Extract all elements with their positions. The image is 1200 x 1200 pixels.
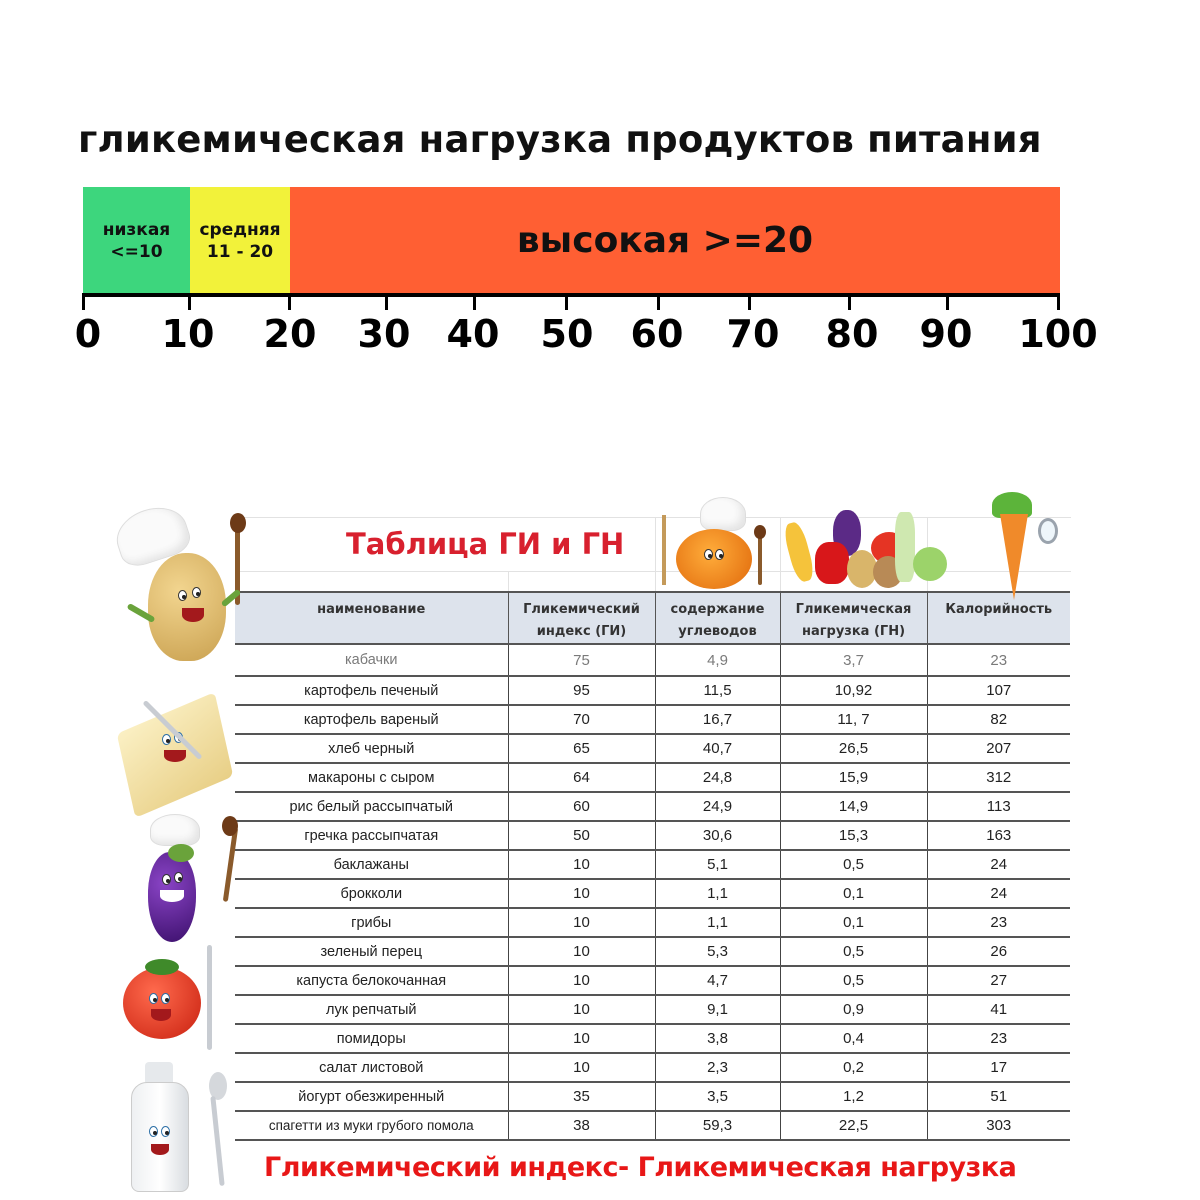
cell-gi: 10 bbox=[508, 937, 655, 966]
eggplant-chef-icon bbox=[120, 812, 250, 947]
tick-mark bbox=[946, 296, 949, 310]
cell-calories: 303 bbox=[927, 1111, 1070, 1140]
cell-carbs: 4,9 bbox=[655, 644, 780, 676]
table-row bbox=[235, 1111, 1070, 1140]
cell-calories: 107 bbox=[927, 676, 1070, 705]
eye-icon bbox=[178, 590, 187, 601]
segment-low-label: низкая bbox=[102, 219, 171, 240]
cell-name: грибы bbox=[235, 908, 508, 937]
eye-icon bbox=[162, 734, 171, 745]
cell-gi: 10 bbox=[508, 1053, 655, 1082]
cell-gl: 0,9 bbox=[780, 995, 927, 1024]
cell-name: салат листовой bbox=[235, 1053, 508, 1082]
table-row bbox=[235, 995, 1070, 1024]
cell-gl: 0,5 bbox=[780, 937, 927, 966]
eye-icon bbox=[161, 1126, 170, 1137]
cell-calories: 113 bbox=[927, 792, 1070, 821]
cell-gi: 10 bbox=[508, 879, 655, 908]
tick-mark bbox=[848, 296, 851, 310]
cell-carbs: 3,8 bbox=[655, 1024, 780, 1053]
potato-body bbox=[148, 553, 226, 661]
cell-calories: 17 bbox=[927, 1053, 1070, 1082]
cell-gi: 10 bbox=[508, 995, 655, 1024]
cell-calories: 23 bbox=[927, 644, 1070, 676]
segment-medium bbox=[190, 187, 290, 294]
footer-caption: Гликемический индекс- Гликемическая нагрузка bbox=[264, 1152, 1017, 1183]
tick-label: 30 bbox=[357, 312, 411, 356]
tick-mark bbox=[188, 296, 191, 310]
cell-gl: 15,3 bbox=[780, 821, 927, 850]
eye-icon bbox=[161, 993, 170, 1004]
tick-label: 100 bbox=[1018, 312, 1098, 356]
header-gi bbox=[508, 592, 655, 644]
cell-carbs: 40,7 bbox=[655, 734, 780, 763]
tick-mark bbox=[82, 296, 85, 310]
cell-carbs: 3,5 bbox=[655, 1082, 780, 1111]
mouth-icon bbox=[164, 750, 186, 762]
cell-gi: 35 bbox=[508, 1082, 655, 1111]
tomato-with-fork-icon bbox=[115, 945, 235, 1055]
cell-gi: 10 bbox=[508, 1024, 655, 1053]
carrot-with-magnifier-icon bbox=[980, 492, 1065, 602]
cell-gl: 0,1 bbox=[780, 879, 927, 908]
table-row bbox=[235, 1053, 1070, 1082]
cell-calories: 26 bbox=[927, 937, 1070, 966]
tick-mark bbox=[657, 296, 660, 310]
eye-icon bbox=[192, 587, 201, 598]
cell-gl: 15,9 bbox=[780, 763, 927, 792]
spoon-handle bbox=[223, 827, 238, 902]
cell-calories: 312 bbox=[927, 763, 1070, 792]
tick-mark bbox=[748, 296, 751, 310]
header-gl-line2: нагрузка (ГН) bbox=[801, 624, 906, 639]
segment-low bbox=[83, 187, 190, 294]
spoon-handle bbox=[758, 535, 762, 585]
tick-label: 40 bbox=[446, 312, 500, 356]
cell-carbs: 2,3 bbox=[655, 1053, 780, 1082]
tick-label: 0 bbox=[74, 312, 102, 356]
cell-gi: 70 bbox=[508, 705, 655, 734]
cell-carbs: 1,1 bbox=[655, 879, 780, 908]
cell-gi: 10 bbox=[508, 908, 655, 937]
tick-label: 60 bbox=[630, 312, 684, 356]
cell-gi: 10 bbox=[508, 850, 655, 879]
sheet-grid-line bbox=[780, 517, 781, 591]
milk-bottle-with-spoon-icon bbox=[105, 1062, 245, 1197]
cell-carbs: 59,3 bbox=[655, 1111, 780, 1140]
cell-name: капуста белокочанная bbox=[235, 966, 508, 995]
cheese-with-fork-icon bbox=[100, 670, 250, 815]
table-row bbox=[235, 792, 1070, 821]
cell-calories: 163 bbox=[927, 821, 1070, 850]
segment-medium-range: 11 - 20 bbox=[206, 241, 274, 262]
spoon-handle bbox=[210, 1096, 224, 1186]
tick-label: 10 bbox=[161, 312, 215, 356]
cell-calories: 51 bbox=[927, 1082, 1070, 1111]
sheet-grid-line bbox=[655, 517, 656, 591]
cell-gl: 11, 7 bbox=[780, 705, 927, 734]
cell-carbs: 24,9 bbox=[655, 792, 780, 821]
segment-high-label: высокая >=20 bbox=[516, 220, 814, 261]
cell-gl: 1,2 bbox=[780, 1082, 927, 1111]
cell-gi: 64 bbox=[508, 763, 655, 792]
cell-name: хлеб черный bbox=[235, 734, 508, 763]
x-axis-line bbox=[82, 293, 1060, 297]
cell-name: картофель печеный bbox=[235, 676, 508, 705]
cell-gl: 22,5 bbox=[780, 1111, 927, 1140]
fork-icon bbox=[662, 515, 666, 585]
cell-carbs: 30,6 bbox=[655, 821, 780, 850]
tick-mark bbox=[385, 296, 388, 310]
cell-gi: 65 bbox=[508, 734, 655, 763]
pumpkin-chef-icon bbox=[660, 495, 770, 595]
mouth-icon bbox=[160, 890, 184, 902]
glycemic-load-scale-bar bbox=[83, 187, 1060, 294]
table-row bbox=[235, 966, 1070, 995]
segment-high bbox=[290, 187, 1060, 294]
cell-carbs: 11,5 bbox=[655, 676, 780, 705]
cell-carbs: 1,1 bbox=[655, 908, 780, 937]
cell-carbs: 9,1 bbox=[655, 995, 780, 1024]
cell-gl: 0,1 bbox=[780, 908, 927, 937]
table-header-row bbox=[235, 592, 1070, 644]
eye-icon bbox=[149, 993, 158, 1004]
potato-chef-icon bbox=[110, 505, 260, 665]
magnifier-icon bbox=[1038, 518, 1058, 544]
cell-calories: 23 bbox=[927, 1024, 1070, 1053]
cell-gl: 0,5 bbox=[780, 966, 927, 995]
header-name-text: наименование bbox=[317, 602, 426, 617]
eye-icon bbox=[715, 549, 724, 560]
cell-carbs: 4,7 bbox=[655, 966, 780, 995]
cell-name: йогурт обезжиренный bbox=[235, 1082, 508, 1111]
cell-name: баклажаны bbox=[235, 850, 508, 879]
cell-calories: 27 bbox=[927, 966, 1070, 995]
carrot-body bbox=[1000, 514, 1028, 600]
cell-name: помидоры bbox=[235, 1024, 508, 1053]
cell-name: картофель вареный bbox=[235, 705, 508, 734]
segment-medium-label: средняя bbox=[199, 219, 281, 240]
bottle-body bbox=[131, 1082, 189, 1192]
tick-mark bbox=[1057, 296, 1060, 310]
cell-gi: 75 bbox=[508, 644, 655, 676]
vegetable-group-icon bbox=[785, 492, 955, 590]
cell-gi: 95 bbox=[508, 676, 655, 705]
header-carbs-line1: содержание bbox=[670, 602, 765, 617]
header-gi-line2: индекс (ГИ) bbox=[536, 624, 627, 639]
mouth-icon bbox=[151, 1009, 171, 1021]
table-row bbox=[235, 1024, 1070, 1053]
table-row bbox=[235, 676, 1070, 705]
tick-label: 50 bbox=[540, 312, 594, 356]
cell-carbs: 16,7 bbox=[655, 705, 780, 734]
header-gl-line1: Гликемическая bbox=[795, 602, 912, 617]
cell-gl: 0,5 bbox=[780, 850, 927, 879]
spoon-icon bbox=[222, 816, 238, 836]
fork-icon bbox=[207, 945, 212, 1050]
cell-name: лук репчатый bbox=[235, 995, 508, 1024]
cell-carbs: 5,3 bbox=[655, 937, 780, 966]
cell-name: брокколи bbox=[235, 879, 508, 908]
cell-calories: 82 bbox=[927, 705, 1070, 734]
cell-gi: 50 bbox=[508, 821, 655, 850]
table-row bbox=[235, 644, 1070, 676]
chef-hat-icon bbox=[150, 814, 200, 846]
cell-calories: 23 bbox=[927, 908, 1070, 937]
header-carbs bbox=[655, 592, 780, 644]
corn-icon bbox=[782, 520, 817, 583]
spoon-icon bbox=[754, 525, 766, 539]
eye-icon bbox=[162, 874, 171, 885]
stem bbox=[168, 844, 194, 862]
tick-mark bbox=[473, 296, 476, 310]
cell-gl: 14,9 bbox=[780, 792, 927, 821]
cell-gl: 3,7 bbox=[780, 644, 927, 676]
cell-gi: 60 bbox=[508, 792, 655, 821]
chef-hat-icon bbox=[700, 497, 746, 531]
eye-icon bbox=[149, 1126, 158, 1137]
mouth-icon bbox=[182, 608, 204, 622]
cell-name: рис белый рассыпчатый bbox=[235, 792, 508, 821]
cell-calories: 24 bbox=[927, 879, 1070, 908]
cell-calories: 24 bbox=[927, 850, 1070, 879]
pumpkin-body bbox=[676, 529, 752, 589]
header-calories-text: Калорийность bbox=[945, 602, 1053, 617]
header-gi-line1: Гликемический bbox=[523, 602, 640, 617]
table-row bbox=[235, 850, 1070, 879]
table-row bbox=[235, 1082, 1070, 1111]
table-row bbox=[235, 879, 1070, 908]
tomato-leaves bbox=[145, 959, 179, 975]
pepper-icon bbox=[815, 542, 849, 584]
tick-label: 70 bbox=[726, 312, 780, 356]
table-row bbox=[235, 821, 1070, 850]
cell-gi: 38 bbox=[508, 1111, 655, 1140]
gi-gl-table bbox=[235, 591, 1070, 1141]
tick-label: 80 bbox=[825, 312, 879, 356]
mouth-icon bbox=[151, 1144, 169, 1155]
tick-mark bbox=[288, 296, 291, 310]
cell-name: зеленый перец bbox=[235, 937, 508, 966]
table-row bbox=[235, 908, 1070, 937]
cell-name: гречка рассыпчатая bbox=[235, 821, 508, 850]
cell-calories: 41 bbox=[927, 995, 1070, 1024]
cell-gl: 0,2 bbox=[780, 1053, 927, 1082]
cell-gi: 10 bbox=[508, 966, 655, 995]
header-carbs-line2: углеводов bbox=[678, 624, 757, 639]
leek-icon bbox=[895, 512, 915, 582]
cabbage-icon bbox=[913, 547, 947, 581]
eye-icon bbox=[704, 549, 713, 560]
cell-carbs: 24,8 bbox=[655, 763, 780, 792]
tick-mark bbox=[565, 296, 568, 310]
segment-low-range: <=10 bbox=[110, 241, 163, 262]
cell-name: макароны с сыром bbox=[235, 763, 508, 792]
cell-name: кабачки bbox=[235, 644, 508, 676]
cell-gl: 10,92 bbox=[780, 676, 927, 705]
table-row bbox=[235, 763, 1070, 792]
spoon-icon bbox=[230, 513, 246, 533]
header-gl bbox=[780, 592, 927, 644]
tick-label: 20 bbox=[263, 312, 317, 356]
sheet-grid-line bbox=[508, 571, 509, 591]
scale-title: гликемическая нагрузка продуктов питания bbox=[78, 118, 1042, 161]
tick-label: 90 bbox=[919, 312, 973, 356]
cell-gl: 26,5 bbox=[780, 734, 927, 763]
cell-carbs: 5,1 bbox=[655, 850, 780, 879]
cell-calories: 207 bbox=[927, 734, 1070, 763]
table-row bbox=[235, 734, 1070, 763]
cell-name: спагетти из муки грубого помола bbox=[235, 1111, 508, 1140]
cell-gl: 0,4 bbox=[780, 1024, 927, 1053]
header-name bbox=[235, 592, 508, 644]
table-row bbox=[235, 937, 1070, 966]
table-row bbox=[235, 705, 1070, 734]
table-title: Таблица ГИ и ГН bbox=[346, 527, 625, 561]
eye-icon bbox=[174, 872, 183, 883]
